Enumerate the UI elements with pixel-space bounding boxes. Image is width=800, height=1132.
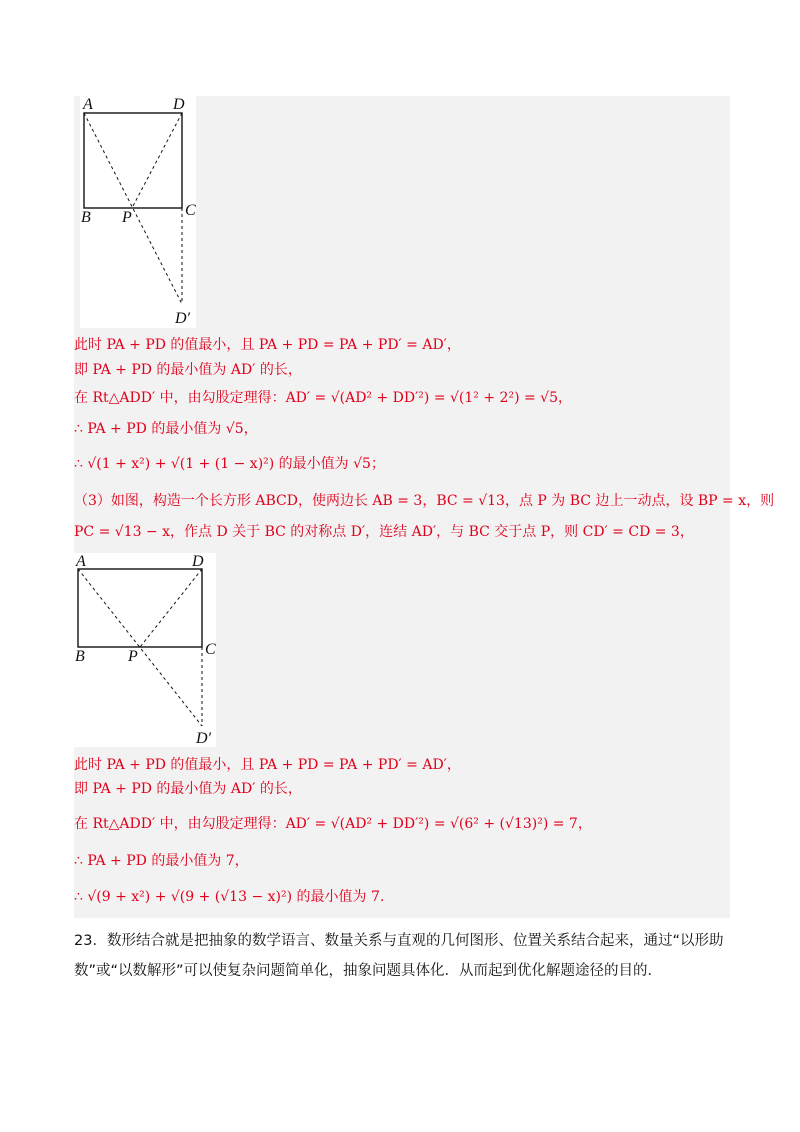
label-d-prime: D′ <box>175 310 191 327</box>
segment-pd <box>132 113 182 208</box>
label-d-prime: D′ <box>196 730 212 747</box>
p3-line-5: ∴ √(9 + x²) + √(9 + (√13 − x)²) 的最小值为 7. <box>74 889 385 905</box>
label-p: P <box>128 648 138 665</box>
p3-intro-line-1: （3）如图，构造一个长方形 ABCD，使两边长 AB = 3，BC = √13，点 P 为 BC 边上一动点，设 BP = x，则 <box>74 493 775 509</box>
p3-intro-line-2: PC = √13 − x，作点 D 关于 BC 的对称点 D′，连结 AD′，与 BC 交于点 P，则 CD′ = CD = 3， <box>74 524 694 540</box>
figure-2-rectangle <box>74 553 216 747</box>
label-b: B <box>75 648 85 665</box>
label-p: P <box>122 209 132 226</box>
square-abcd <box>84 113 182 208</box>
label-b: B <box>81 209 91 226</box>
question-23: 23．数形结合就是把抽象的数学语言、数量关系与直观的几何图形、位置关系结合起来，通过“以形助数”或“以数解形”可以使复杂问题简单化，抽象问题具体化．从而起到优化解题途径的目的． <box>74 933 724 979</box>
rectangle-abcd <box>78 569 202 647</box>
label-a: A <box>76 553 86 570</box>
p3-line-1: 此时 PA + PD 的值最小，且 PA + PD = PA + PD′ = AD′， <box>74 757 461 773</box>
p2-line-1: 此时 PA + PD 的值最小，且 PA + PD = PA + PD′ = AD′， <box>74 337 461 353</box>
segment-pd <box>140 569 202 647</box>
p2-line-2: 即 PA + PD 的最小值为 AD′ 的长， <box>74 362 302 378</box>
label-d: D <box>173 96 185 113</box>
p2-line-3: 在 Rt△ADD′ 中，由勾股定理得：AD′ = √(AD² + DD′²) = √(1² + 2²) = √5， <box>74 390 572 406</box>
figure-1-square <box>80 96 196 328</box>
label-c: C <box>185 202 196 219</box>
label-c: C <box>205 641 216 658</box>
p2-line-5: ∴ √(1 + x²) + √(1 + (1 − x)²) 的最小值为 √5； <box>74 456 385 472</box>
label-d: D <box>192 553 204 570</box>
p2-line-4: ∴ PA + PD 的最小值为 √5， <box>74 421 258 437</box>
p3-line-3: 在 Rt△ADD′ 中，由勾股定理得：AD′ = √(AD² + DD′²) = √(6² + (√13)²) = 7， <box>74 816 592 832</box>
p3-line-4: ∴ PA + PD 的最小值为 7， <box>74 853 249 869</box>
label-a: A <box>83 96 93 113</box>
p3-line-2: 即 PA + PD 的最小值为 AD′ 的长， <box>74 781 302 797</box>
